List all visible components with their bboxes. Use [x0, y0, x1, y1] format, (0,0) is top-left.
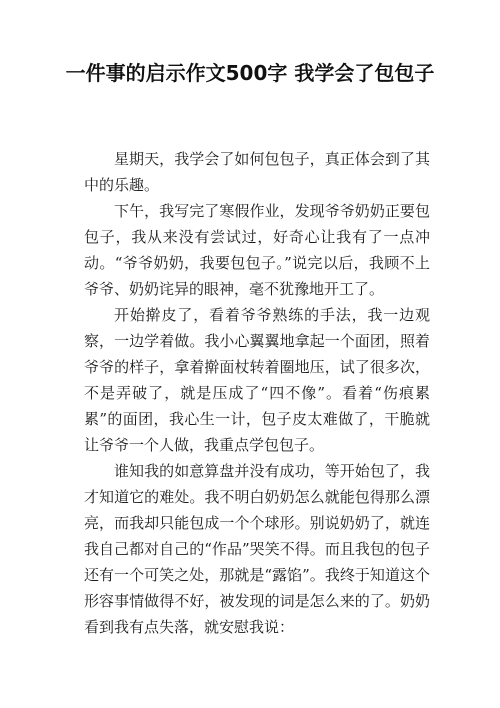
- document-body: [84, 146, 430, 640]
- document-title: 一件事的启示作文500字 我学会了包包子: [65, 61, 435, 85]
- paragraph: 谁知我的如意算盘并没有成功，等开始包了，我才知道它的难处。我不明白奶奶怎么就能包得那么漂亮，而我却只能包成一个个球形。别说奶奶了，就连我自己都对自己的“作品”哭笑不得。而且我包的包子还有一个可笑之处，那就是“露馅”。我终于知道这个形容事情做得不好，被发现的词是怎么来的了。奶奶看到我有点失落，就安慰我说：: [84, 462, 430, 636]
- paragraph: 开始擀皮了，看着爷爷熟练的手法，我一边观察，一边学着做。我小心翼翼地拿起一个面团，照着爷爷的样子，拿着擀面杖转着圈地压，试了很多次，不是弄破了，就是压成了“四不像”。看着“伤痕累累”的面团，我心生一计，包子皮太难做了，干脆就让爷爷一个人做，我重点学包包子。: [84, 306, 430, 454]
- paragraph: 下午，我写完了寒假作业，发现爷爷奶奶正要包包子，我从来没有尝试过，好奇心让我有了一点冲动。“爷爷奶奶，我要包包子。”说完以后，我顾不上爷爷、奶奶诧异的眼神，毫不犹豫地开工了。: [84, 202, 430, 298]
- paragraph: 星期天，我学会了如何包包子，真正体会到了其中的乐趣。: [84, 150, 430, 194]
